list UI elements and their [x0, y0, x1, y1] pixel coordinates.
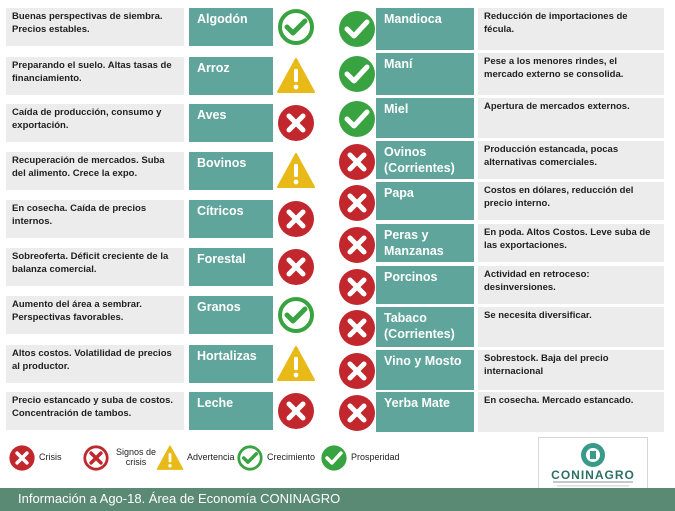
prosperidad-icon — [320, 444, 348, 472]
crisis-icon — [337, 183, 377, 223]
right-row-category: Porcinos — [376, 266, 474, 304]
left-row-description: Caída de producción, consumo y exportación. — [6, 104, 184, 142]
advertencia-icon — [156, 444, 184, 472]
crecimiento-icon — [276, 295, 316, 335]
crisis-icon — [337, 225, 377, 265]
right-row-description: En poda. Altos Costos. Leve suba de las exportaciones. — [478, 224, 664, 262]
right-row-description: Costos en dólares, reducción del precio interno. — [478, 182, 664, 220]
right-row-category: Vino y Mosto — [376, 350, 474, 390]
crisis-icon — [337, 351, 377, 391]
left-row-category: Arroz — [189, 57, 273, 95]
crecimiento-icon — [276, 7, 316, 47]
coninagro-logo — [538, 437, 648, 495]
left-row-category: Granos — [189, 296, 273, 334]
crecimiento-icon — [236, 444, 264, 472]
left-row-category: Hortalizas — [189, 345, 273, 383]
right-row-description: Actividad en retroceso: desinversiones. — [478, 266, 664, 304]
right-row-description: En cosecha. Mercado estancado. — [478, 392, 664, 432]
prosperidad-icon — [337, 99, 377, 139]
right-row-category: Mandioca — [376, 8, 474, 50]
crisis-icon — [276, 199, 316, 239]
legend-label: Crecimiento — [267, 452, 316, 463]
left-row-description: Aumento del área a sembrar. Perspectivas favorables. — [6, 296, 184, 334]
left-row-description: En cosecha. Caída de precios internos. — [6, 200, 184, 238]
footer-bar — [0, 488, 675, 511]
right-row-description: Se necesita diversificar. — [478, 307, 664, 347]
legend-item-prosperidad — [320, 440, 400, 476]
right-row-category: Tabaco (Corrientes) — [376, 307, 474, 347]
crisis-icon — [337, 308, 377, 348]
prosperidad-icon — [337, 9, 377, 49]
legend-item-crecimiento — [236, 440, 315, 476]
left-row-description: Precio estancado y suba de costos. Concentración de tambos. — [6, 392, 184, 430]
crisis-icon — [337, 142, 377, 182]
footer-text: Información a Ago-18. Área de Economía CONINAGRO — [18, 491, 341, 506]
right-row-category: Yerba Mate — [376, 392, 474, 432]
left-row-category: Cítricos — [189, 200, 273, 238]
crisis-icon — [276, 391, 316, 431]
crisis-icon — [337, 393, 377, 433]
legend-label: Crisis — [39, 452, 62, 463]
left-row-category: Forestal — [189, 248, 273, 286]
legend-item-crisis — [8, 440, 62, 476]
right-row-category: Ovinos (Corrientes) — [376, 141, 474, 179]
right-row-description: Sobrestock. Baja del precio internacional — [478, 350, 664, 390]
left-row-description: Buenas perspectivas de siembra. Precios estables. — [6, 8, 184, 46]
legend-label: Advertencia — [187, 452, 235, 463]
legend-item-advertencia — [156, 440, 235, 476]
left-row-category: Leche — [189, 392, 273, 430]
left-row-description: Sobreoferta. Déficit creciente de la balanza comercial. — [6, 248, 184, 286]
left-row-category: Bovinos — [189, 152, 273, 190]
coninagro-logo-text: CONINAGRO — [551, 468, 635, 482]
advertencia-icon — [276, 56, 316, 96]
right-row-category: Peras y Manzanas — [376, 224, 474, 262]
advertencia-icon — [276, 344, 316, 384]
right-row-category: Maní — [376, 53, 474, 95]
legend — [8, 440, 528, 476]
left-row-description: Altos costos. Volatilidad de precios al productor. — [6, 345, 184, 383]
left-row-category: Aves — [189, 104, 273, 142]
right-row-category: Papa — [376, 182, 474, 220]
prosperidad-icon — [337, 54, 377, 94]
right-row-category: Miel — [376, 98, 474, 138]
left-row-description: Recuperación de mercados. Suba del alimento. Crece la expo. — [6, 152, 184, 190]
legend-item-signos — [82, 440, 159, 476]
left-row-description: Preparando el suelo. Altas tasas de financiamiento. — [6, 57, 184, 95]
crisis-icon — [8, 444, 36, 472]
coninagro-logo-mark — [539, 438, 647, 494]
legend-label: Signos de crisis — [115, 447, 157, 467]
crisis-icon — [337, 267, 377, 307]
left-row-category: Algodón — [189, 8, 273, 46]
crisis-icon — [276, 103, 316, 143]
signos-de-crisis-icon — [82, 444, 110, 472]
advertencia-icon — [276, 151, 316, 191]
right-row-description: Pese a los menores rindes, el mercado externo se consolida. — [478, 53, 664, 95]
right-row-description: Reducción de importaciones de fécula. — [478, 8, 664, 50]
right-row-description: Apertura de mercados externos. — [478, 98, 664, 138]
legend-label: Prosperidad — [351, 452, 400, 463]
right-row-description: Producción estancada, pocas alternativas comerciales. — [478, 141, 664, 179]
crisis-icon — [276, 247, 316, 287]
